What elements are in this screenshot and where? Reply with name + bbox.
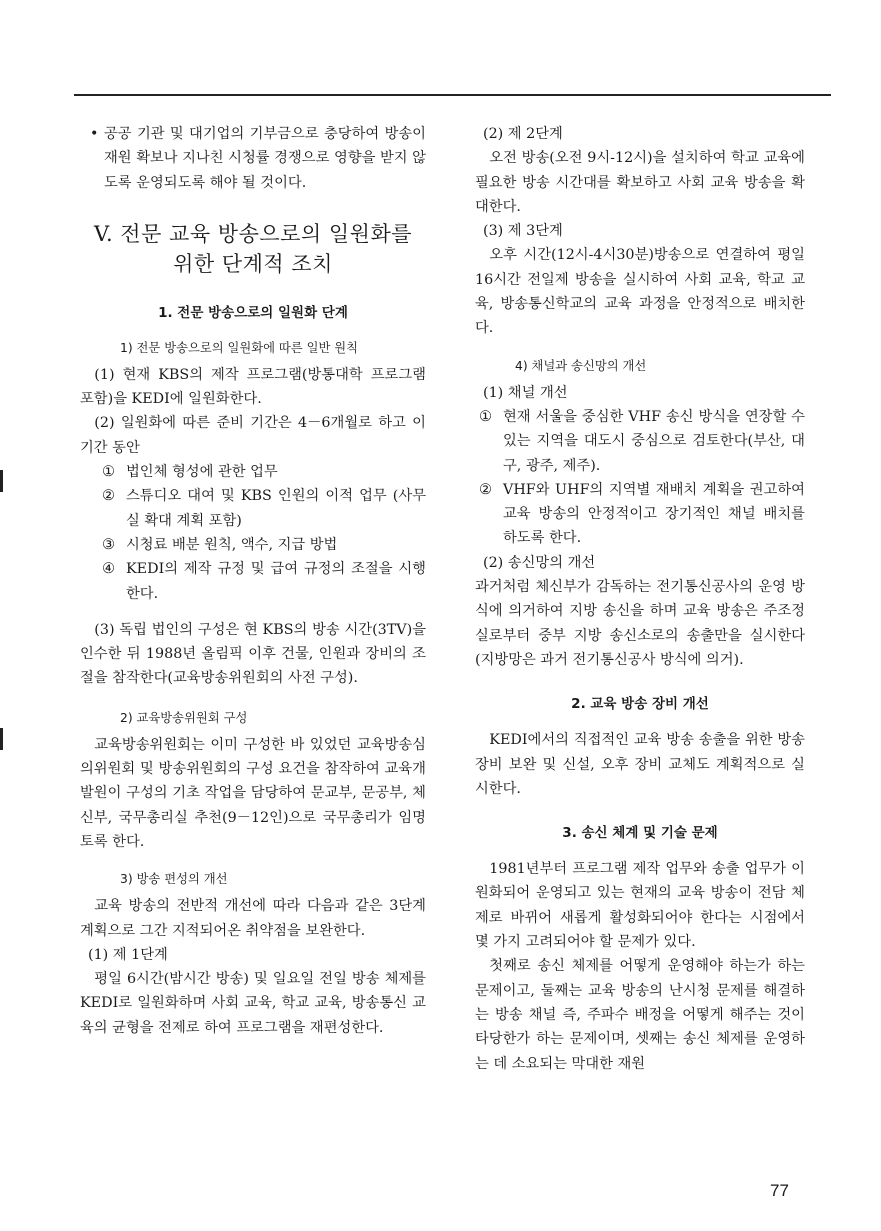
list-heading: (1) 채널 개선 — [483, 384, 568, 401]
subsection-heading: 1) 전문 방송으로의 일원화에 따른 일반 원칙 — [120, 340, 359, 355]
list-item: ④ KEDI의 제작 규정 및 급여 규정의 조절을 시행한다. — [102, 561, 426, 602]
chapter-title: V. 전문 교육 방송으로의 일원화를 위한 단계적 조치 — [93, 221, 413, 276]
stage-heading: (3) 제 3단계 — [483, 223, 563, 240]
section-heading: 3. 송신 체계 및 기술 문제 — [562, 825, 718, 842]
stage-heading: (2) 제 2단계 — [483, 126, 563, 142]
paragraph: 평일 6시간(밤시간 방송) 및 일요일 전일 방송 체제를 KEDI로 일원화하며 사회 교육, 학교 교육, 방송통신 교육의 균형을 전제로 하여 프로그램을 재편성한다. — [80, 971, 426, 1036]
scan-edge-mark — [0, 728, 3, 750]
paragraph: 오전 방송(오전 9시-12시)을 설치하여 학교 교육에 필요한 방송 시간대를 확보하고 사회 교육 방송을 확대한다. — [475, 150, 805, 215]
page-number: 77 — [770, 1181, 789, 1200]
paragraph: 과거처럼 체신부가 감독하는 전기통신공사의 운영 방식에 의거하여 지방 송신을 하며 교육 방송은 주조정실로부터 중부 지방 송신소로의 송출만을 실시한다(지방망은 과거 전기통신공사 방식에 의거). — [475, 579, 805, 668]
bullet-paragraph: • 공공 기관 및 대기업의 기부금으로 충당하여 방송이 재원 확보나 지나친 시청률 경쟁으로 영향을 받지 않도록 운영되도록 해야 될 것이다. — [80, 122, 426, 195]
paragraph: 교육 방송의 전반적 개선에 따라 다음과 같은 3단계 계획으로 그간 지적되어온 취약점을 보완한다. — [80, 898, 426, 939]
list-heading: (2) 송신망의 개선 — [483, 554, 596, 571]
paragraph: (3) 독립 법인의 구성은 현 KBS의 방송 시간(3TV)을 인수한 뒤 1988년 올림픽 이후 건물, 인원과 장비의 조절을 참작한다(교육방송위원회의 사전 구성). — [80, 621, 426, 687]
paragraph: (1) 현재 KBS의 제작 프로그램(방통대학 프로그램 포함)을 KEDI에 일원화한다. — [80, 366, 426, 408]
list-item: ① 법인체 형성에 관한 업무 — [102, 464, 278, 481]
subsection-heading: 4) 채널과 송신망의 개선 — [515, 358, 647, 373]
list-item: ① 현재 서울을 중심한 VHF 송신 방식을 연장할 수 있는 지역을 대도시 중심으로 검토한다(부산, 대구, 광주, 제주). — [479, 408, 805, 474]
section-heading: 2. 교육 방송 장비 개선 — [571, 696, 709, 713]
subsection-heading: 2) 교육방송위원회 구성 — [120, 710, 248, 725]
list-item: ② 스튜디오 대여 및 KBS 인원의 이적 업무 (사무실 확대 계획 포함) — [102, 488, 426, 529]
scan-edge-mark — [0, 470, 3, 492]
paragraph: 1981년부터 프로그램 제작 업무와 송출 업무가 이원화되어 운영되고 있는 현재의 교육 방송이 전담 체제로 바뀌어 새롭게 활성화되어야 한다는 시점에서 몇 가지 고려되어야 할 문제가 있다. — [475, 861, 805, 951]
paragraph: 오후 시간(12시-4시30분)방송으로 연결하여 평일 16시간 전일제 방송을 실시하여 사회 교육, 학교 교육, 방송통신학교의 교육 과정을 안정적으로 배치한다. — [475, 247, 805, 337]
section-heading: 1. 전문 방송으로의 일원화 단계 — [158, 304, 348, 321]
list-item: ② VHF와 UHF의 지역별 재배치 계획을 권고하여 교육 방송의 안정적이고 장기적인 채널 배치를 하도록 한다. — [479, 481, 805, 547]
paragraph: 교육방송위원회는 이미 구성한 바 있었던 교육방송심의위원회 및 방송위원회의 구성 요건을 참작하여 교육개발원이 구성의 기초 작업을 담당하여 문교부, 문공부, 체신부, 국무총리실 추천(9－12인)으로 국무총리가 임명토록 한다. — [80, 736, 426, 850]
paragraph: KEDI에서의 직접적인 교육 방송 송출을 위한 방송 장비 보완 및 신설, 오후 장비 교체도 계획적으로 실시한다. — [475, 732, 805, 797]
list-item: ③ 시청료 배분 원칙, 액수, 지급 방법 — [102, 536, 338, 553]
bullet-icon: • — [90, 126, 99, 142]
header-rule — [74, 94, 831, 96]
paragraph: 첫째로 송신 체제를 어떻게 운영해야 하는가 하는 문제이고, 둘째는 교육 방송의 난시청 문제를 해결하는 방송 채널 즉, 주파수 배정을 어떻게 해주는 것이 타당한가 하는 문제이며, 셋째는 송신 체제를 운영하는 데 소요되는 막대한 재원 — [475, 958, 805, 1072]
left-column — [80, 122, 426, 1040]
subsection-heading: 3) 방송 편성의 개선 — [120, 872, 228, 887]
paragraph: (2) 일원화에 따른 준비 기간은 4－6개월로 하고 이 기간 동안 — [80, 415, 426, 456]
right-column — [475, 122, 805, 1076]
stage-heading: (1) 제 1단계 — [88, 946, 168, 963]
